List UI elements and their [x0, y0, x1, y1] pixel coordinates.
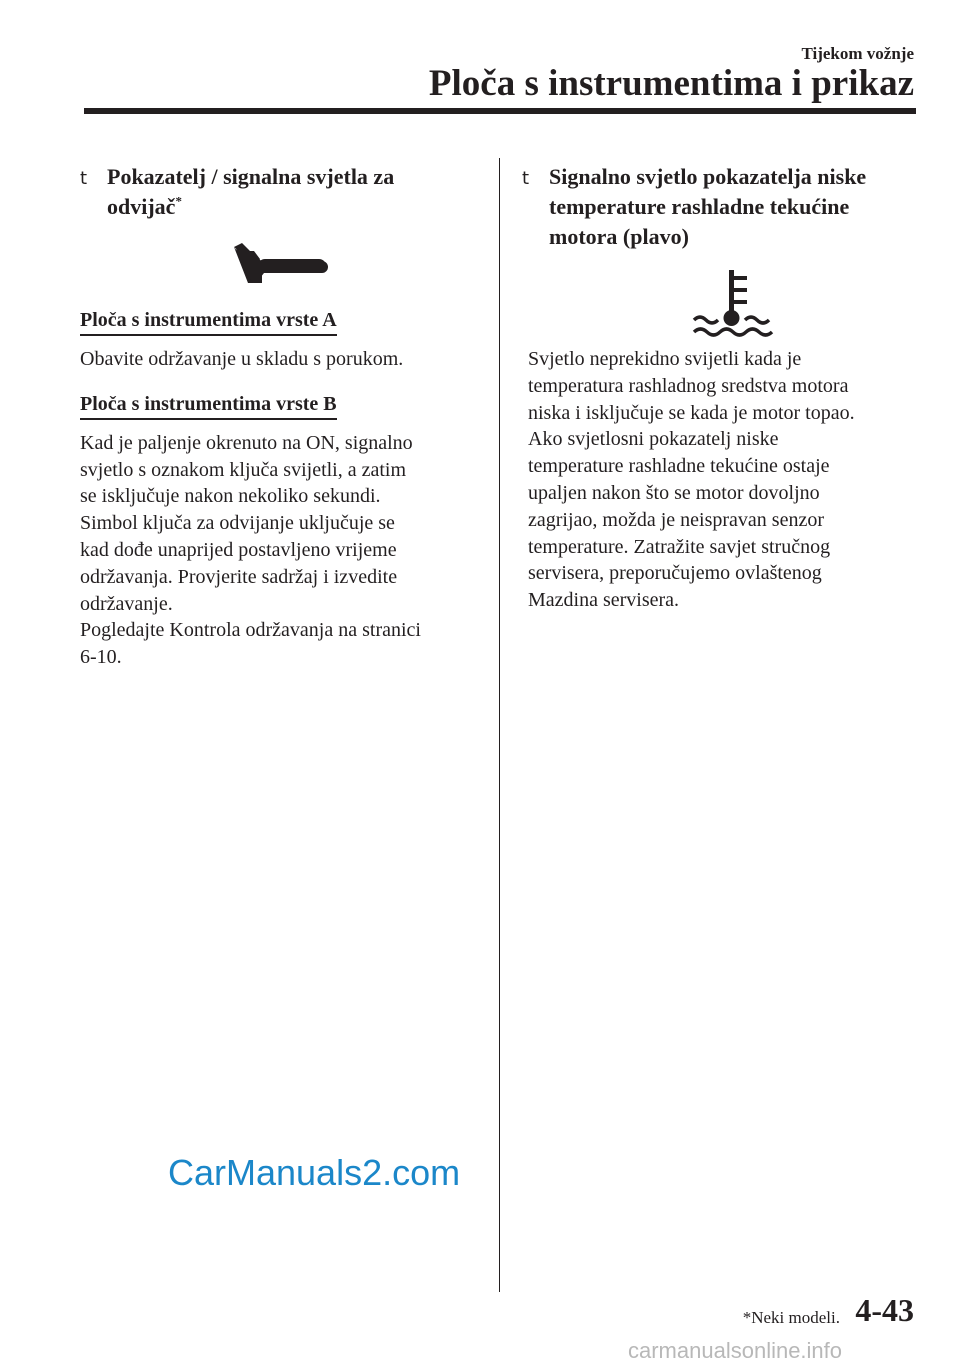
subsection-type-a-title: Ploča s instrumentima vrste A [80, 307, 337, 336]
left-column [80, 162, 472, 671]
paragraph-line: kad dođe unaprijed postavljeno vrijeme [80, 538, 397, 561]
site-watermark: carmanualsonline.info [628, 1338, 843, 1362]
paragraph-line: Simbol ključa za odvijanje uključuje se [80, 512, 395, 535]
paragraph-line: Pogledajte Kontrola održavanja na stranici [80, 619, 421, 642]
right-column [522, 162, 912, 614]
paragraph-line: temperatura rashladnog sredstva motora [528, 374, 849, 397]
bullet-marker: t [80, 168, 88, 189]
paragraph-line: niska i isključuje se kada je motor topao. [528, 401, 855, 424]
heading-line: motora (plavo) [549, 224, 689, 249]
paragraph-line: Kad je paljenje okrenuto na ON, signalno [80, 431, 413, 454]
paragraph-line: temperature rashladne tekućine ostaje [528, 455, 830, 478]
paragraph-line: se isključuje nakon nekoliko sekundi. [80, 485, 381, 508]
paragraph-line: Svjetlo neprekidno svijetli kada je [528, 348, 802, 370]
coolant-indicator-text [528, 346, 912, 614]
subsection-type-b-title: Ploča s instrumentima vrste B [80, 391, 337, 420]
paragraph-line: održavanja. Provjerite sadržaj i izvedite [80, 565, 398, 588]
paragraph-line: upaljen nakon što se motor dovoljno [528, 481, 820, 504]
paragraph-line: Mazdina servisera. [528, 589, 680, 612]
paragraph-line: servisera, preporučujemo ovlaštenog [528, 562, 822, 585]
watermark-logo: CarManuals2.com [168, 1152, 461, 1193]
page-number: 4-43 [855, 1292, 914, 1328]
column-divider [499, 158, 500, 1292]
header-rule [84, 108, 916, 114]
heading-line: Signalno svjetlo pokazatelja niske [549, 164, 867, 189]
subsection-type-a-text: Obavite održavanje u skladu s porukom. [80, 348, 404, 370]
page-title: Ploča s instrumentima i prikaz [428, 63, 914, 104]
subsection-type-b-text [80, 430, 472, 671]
bullet-marker: t [522, 168, 530, 189]
paragraph-line: zagrijao, možda je neispravan senzor [528, 508, 824, 531]
wrench-indicator-heading [80, 162, 472, 222]
coolant-temperature-icon [522, 268, 912, 340]
wrench-icon [80, 241, 472, 289]
paragraph-line: održavanje. [80, 592, 173, 615]
heading-line: temperature rashladne tekućine [549, 194, 850, 219]
wrench-indicator-heading-text [107, 162, 472, 222]
paragraph-line: svjetlo s oznakom ključa svijetli, a zatim [80, 458, 407, 481]
paragraph-line: Ako svjetlosni pokazatelj niske [528, 428, 779, 451]
section-header: Tijekom vožnje [801, 44, 914, 63]
paragraph-line: 6-10. [80, 646, 122, 669]
coolant-indicator-heading [522, 162, 912, 252]
wrench-indicator-heading-label: Pokazatelj / signalna svjetla za odvijač [107, 164, 395, 219]
paragraph-line: temperature. Zatražite savjet stručnog [528, 535, 831, 558]
coolant-indicator-heading-text [549, 162, 912, 252]
footnote: *Neki modeli. [742, 1308, 840, 1327]
model-footnote-mark: * [175, 193, 182, 209]
